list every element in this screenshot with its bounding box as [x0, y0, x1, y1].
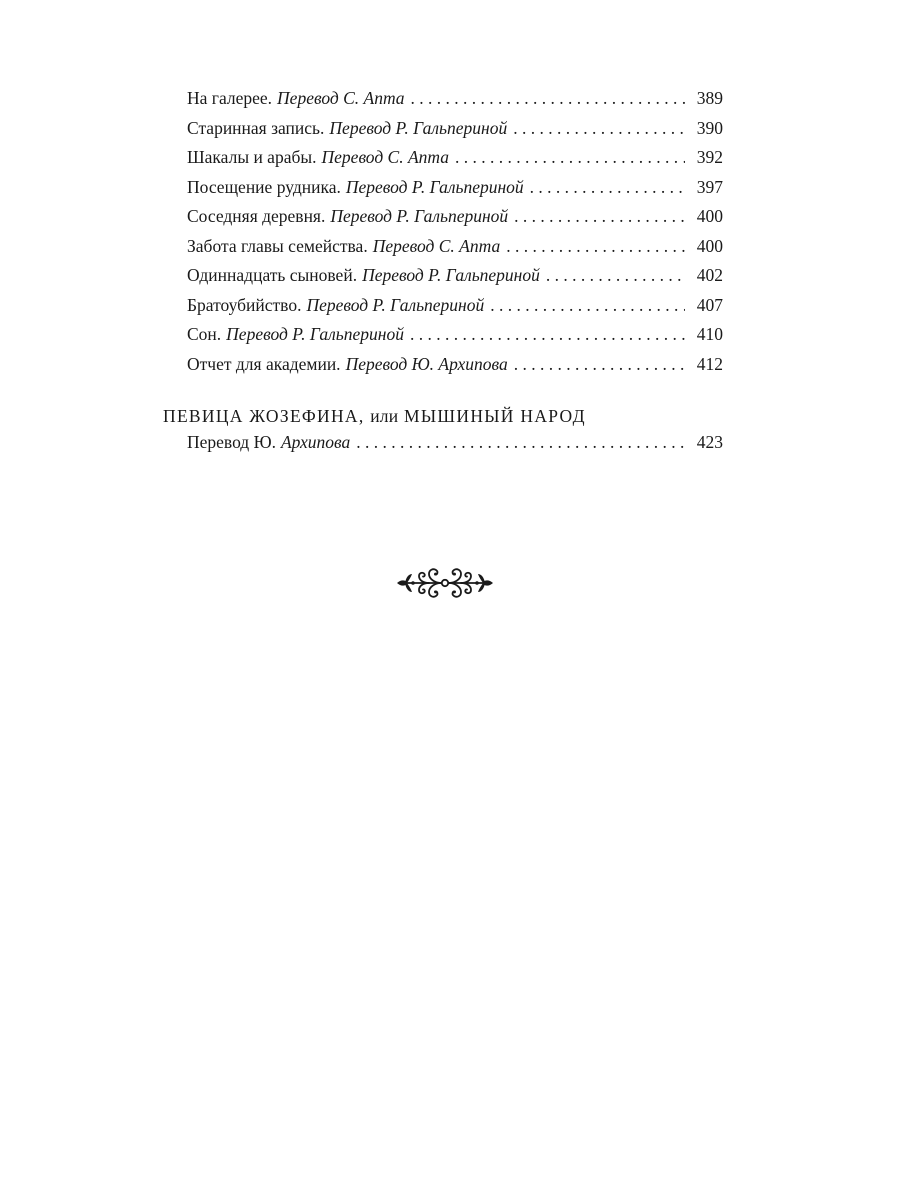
section-heading [163, 404, 900, 428]
section-heading-conjunction: или [370, 406, 399, 426]
toc-entry[interactable] [187, 350, 723, 380]
entry-translator: Перевод Р. Гальпериной [329, 117, 508, 138]
entry-page-number: 407 [696, 294, 723, 315]
entry-page-number: 390 [696, 117, 723, 138]
entry-page-number: 400 [696, 235, 723, 256]
toc-entry[interactable] [187, 114, 723, 144]
entry-title: На галерее. [187, 88, 273, 108]
entry-translator: Перевод Р. Гальпериной [362, 265, 540, 285]
entry-translator: Перевод Р. Гальпериной [345, 176, 524, 197]
entry-translator: Перевод Р. Гальпериной [306, 294, 485, 315]
entry-translator: Перевод Р. Гальпериной [226, 324, 404, 344]
dot-leader [514, 202, 685, 232]
entry-page-number: 397 [696, 176, 723, 197]
toc-entry[interactable] [187, 232, 723, 262]
entry-title: Отчет для академии. [187, 353, 341, 374]
entry-page-number: 412 [696, 353, 723, 374]
dot-leader [490, 291, 685, 321]
toc-entry[interactable] [187, 173, 723, 203]
entry-title: Забота главы семейства. [187, 235, 368, 256]
entry-page-number: 392 [696, 147, 723, 167]
entry-translator: Перевод С. Апта [372, 235, 501, 256]
dot-leader [546, 261, 685, 291]
entry-title: Посещение рудника. [187, 176, 341, 197]
entry-title: Сон. [187, 324, 222, 344]
entry-title: Соседняя деревня. [187, 206, 326, 226]
entry-page-number: 423 [696, 432, 723, 452]
floral-fleuron-icon [395, 562, 495, 604]
entry-translator: Архипова [280, 432, 351, 452]
entry-title: Шакалы и арабы. [187, 147, 317, 167]
section-heading-subtitle: МЫШИНЫЙ НАРОД [404, 406, 586, 426]
entry-translator: Перевод Р. Гальпериной [330, 206, 509, 226]
entry-page-number: 410 [696, 324, 723, 344]
section-heading-title: ПЕВИЦА ЖОЗЕФИНА, [163, 406, 365, 426]
entry-translator-prefix: Перевод Ю. [187, 432, 276, 452]
toc-entry[interactable] [187, 202, 723, 232]
table-of-contents [0, 84, 900, 458]
entry-title: Старинная запись. [187, 117, 325, 138]
dot-leader [455, 143, 685, 173]
dot-leader [410, 320, 685, 350]
entry-page-number: 389 [696, 88, 723, 108]
toc-entry-section[interactable] [187, 428, 723, 458]
entry-page-number: 400 [696, 206, 723, 226]
dot-leader [411, 84, 685, 114]
dot-leader [530, 173, 685, 203]
entry-page-number: 402 [696, 265, 723, 285]
entry-translator: Перевод С. Апта [277, 88, 405, 108]
toc-entry[interactable] [187, 291, 723, 321]
entry-title: Одиннадцать сыновей. [187, 265, 358, 285]
dot-leader [356, 428, 685, 458]
dot-leader [514, 350, 685, 380]
entry-translator: Перевод Ю. Архипова [345, 353, 508, 374]
entry-title: Братоубийство. [187, 294, 302, 315]
dot-leader [513, 114, 685, 144]
entry-translator: Перевод С. Апта [321, 147, 450, 167]
dot-leader [506, 232, 685, 262]
toc-entry[interactable] [187, 143, 723, 173]
toc-entry[interactable] [187, 84, 723, 114]
toc-entry[interactable] [187, 261, 723, 291]
toc-entry[interactable] [187, 320, 723, 350]
